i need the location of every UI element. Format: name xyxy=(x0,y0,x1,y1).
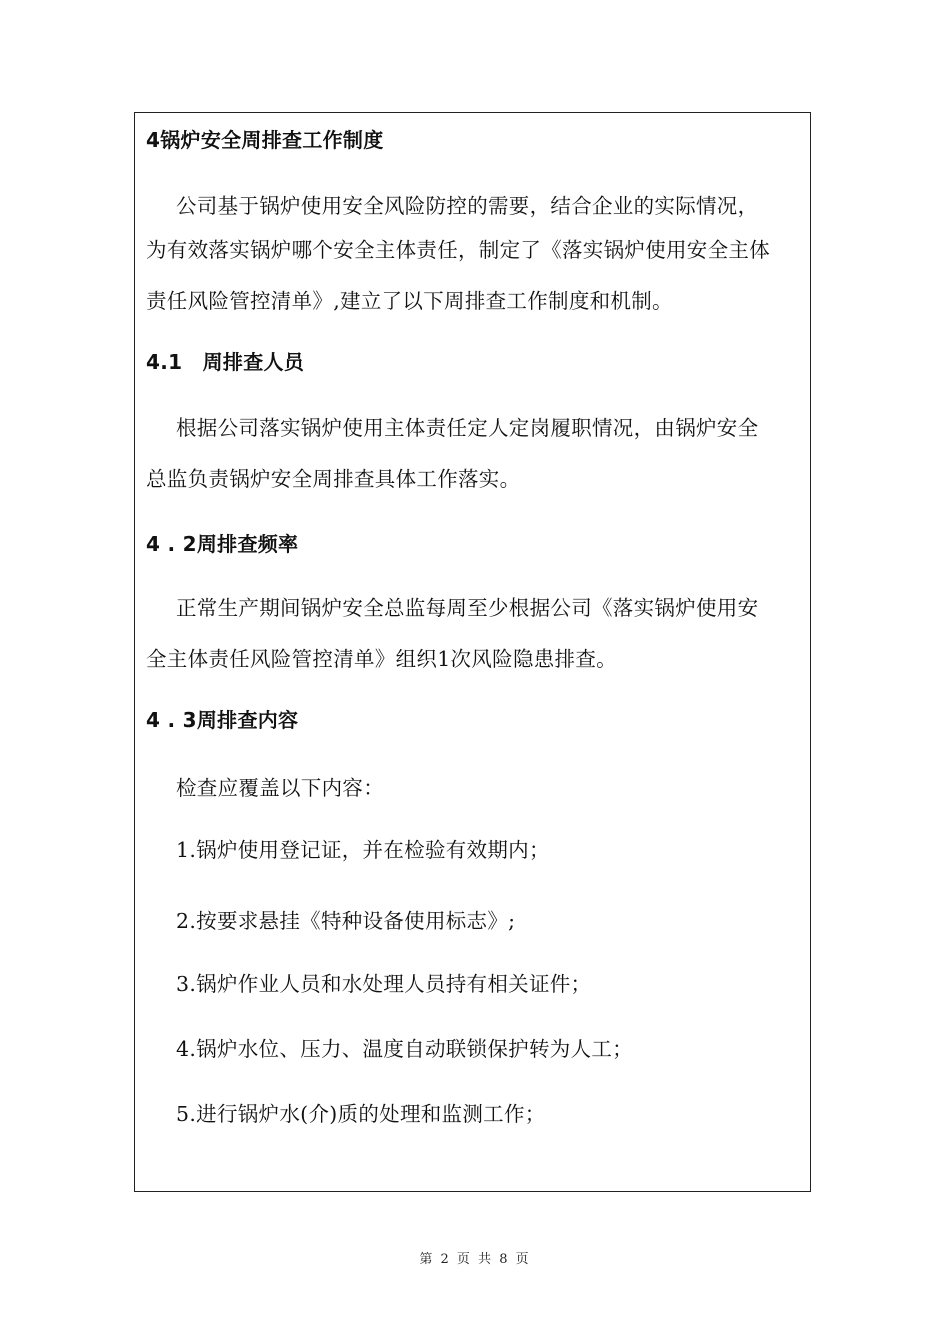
section-title: 4锅炉安全周排查工作制度 xyxy=(146,128,384,152)
s41-line-1: 根据公司落实锅炉使用主体责任定人定岗履职情况，由锅炉安全 xyxy=(176,416,759,440)
intro-line-3: 责任风险管控清单》,建立了以下周排查工作制度和机制。 xyxy=(146,289,673,313)
heading-4-1: 4.1 周排查人员 xyxy=(146,350,305,374)
intro-line-2: 为有效落实锅炉哪个安全主体责任，制定了《落实锅炉使用安全主体 xyxy=(146,238,770,262)
list-item: 3.锅炉作业人员和水处理人员持有相关证件； xyxy=(176,972,592,996)
heading-4-2: 4 . 2周排查频率 xyxy=(146,532,299,556)
intro-line-1: 公司基于锅炉使用安全风险防控的需要，结合企业的实际情况， xyxy=(176,194,759,218)
s41-line-2: 总监负责锅炉安全周排查具体工作落实。 xyxy=(146,467,521,491)
list-item: 1.锅炉使用登记证，并在检验有效期内； xyxy=(176,838,550,862)
s43-lead: 检查应覆盖以下内容： xyxy=(176,776,384,800)
page-number-footer: 第 2 页 共 8 页 xyxy=(419,1252,531,1267)
s42-line-2: 全主体责任风险管控清单》组织1次风险隐患排查。 xyxy=(146,647,617,671)
list-item: 4.锅炉水位、压力、温度自动联锁保护转为人工； xyxy=(176,1037,633,1061)
list-item: 5.进行锅炉水(介)质的处理和监测工作； xyxy=(176,1102,546,1126)
s42-line-1: 正常生产期间锅炉安全总监每周至少根据公司《落实锅炉使用安 xyxy=(176,596,759,620)
heading-4-3: 4 . 3周排查内容 xyxy=(146,708,299,732)
list-item: 2.按要求悬挂《特种设备使用标志》; xyxy=(176,909,516,933)
